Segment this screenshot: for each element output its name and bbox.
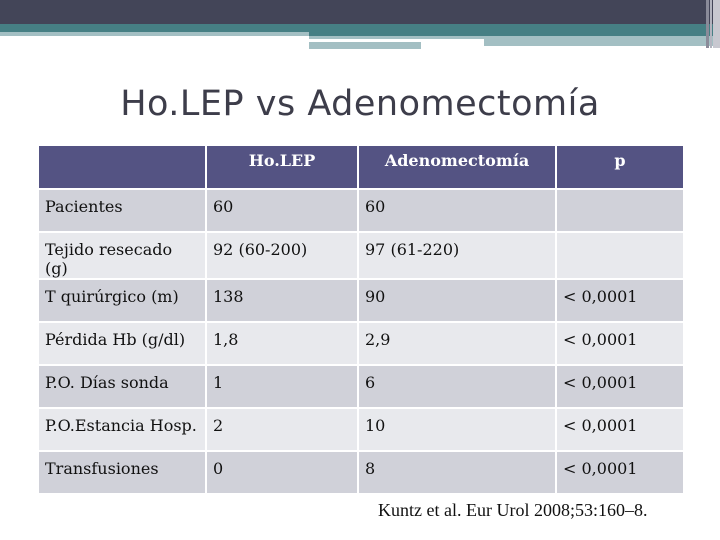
holep-value: 1,8 (206, 322, 358, 365)
slide-title: Ho.LEP vs Adenomectomía (120, 84, 600, 124)
row-label: T quirúrgico (m) (38, 279, 206, 322)
adeno-value: 10 (358, 408, 556, 451)
holep-value: 60 (206, 189, 358, 232)
p-value: < 0,0001 (556, 322, 684, 365)
holep-value: 2 (206, 408, 358, 451)
row-label: Pérdida Hb (g/dl) (38, 322, 206, 365)
table-row (38, 322, 684, 365)
p-value: < 0,0001 (556, 279, 684, 322)
adeno-value: 6 (358, 365, 556, 408)
adeno-value: 90 (358, 279, 556, 322)
p-value: < 0,0001 (556, 365, 684, 408)
adeno-value: 97 (61-220) (358, 232, 556, 279)
edge-decorative-bars (700, 0, 720, 48)
top-decorative-bar (0, 0, 720, 24)
holep-value: 92 (60-200) (206, 232, 358, 279)
table-row (38, 279, 684, 322)
p-value: < 0,0001 (556, 408, 684, 451)
header-cell (38, 145, 206, 189)
decorative-strip (309, 42, 421, 49)
row-label: P.O. Días sonda (38, 365, 206, 408)
adeno-value: 8 (358, 451, 556, 494)
header-cell: Ho.LEP (206, 145, 358, 189)
row-label: Transfusiones (38, 451, 206, 494)
p-value (556, 189, 684, 232)
table-row (38, 365, 684, 408)
p-value: < 0,0001 (556, 451, 684, 494)
holep-value: 138 (206, 279, 358, 322)
decorative-strip (484, 36, 714, 46)
comparison-table (37, 144, 685, 495)
p-value (556, 232, 684, 279)
table-header-row (38, 145, 684, 189)
holep-value: 0 (206, 451, 358, 494)
row-label: P.O.Estancia Hosp. (38, 408, 206, 451)
header-cell: Adenomectomía (358, 145, 556, 189)
holep-value: 1 (206, 365, 358, 408)
adeno-value: 60 (358, 189, 556, 232)
table-row (38, 451, 684, 494)
adeno-value: 2,9 (358, 322, 556, 365)
row-label: Tejido resecado (g) (38, 232, 206, 279)
row-label: Pacientes (38, 189, 206, 232)
table-row (38, 189, 684, 232)
table-row (38, 232, 684, 279)
citation: Kuntz et al. Eur Urol 2008;53:160–8. (378, 500, 648, 520)
decorative-strip (0, 32, 309, 36)
table-row (38, 408, 684, 451)
header-cell: p (556, 145, 684, 189)
